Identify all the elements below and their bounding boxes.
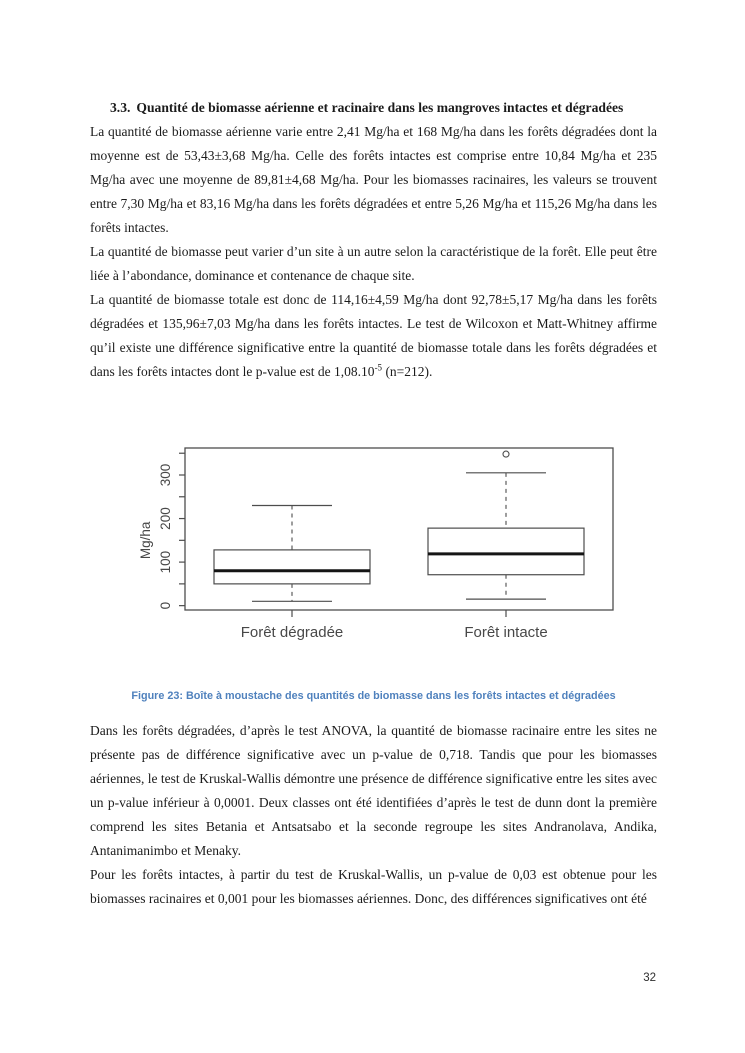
y-tick-label: 0 — [158, 601, 173, 610]
iqr-box — [428, 528, 584, 575]
paragraph-anova-degraded: Dans les forêts dégradées, d’après le test ANOVA, la quantité de biomasse racinaire entre les sites ne présente pas de différence significative avec un p-value de 0,718. Tandis que pour les biomasses aériennes, le test de Kruskal-Wallis démontre une présence de différence significative entre les sites avec un p-value inférieur à 0,0001. Deux classes ont été identifiées d’après le test de dunn dont la première comprend les sites Betania et Antsatsabo et la seconde regroupe les sites Andranolava, Andika, Antanimanimbo et Menaky. — [90, 723, 657, 858]
y-tick-label: 300 — [158, 463, 173, 487]
section-heading — [90, 96, 657, 120]
iqr-box — [214, 550, 370, 584]
pvalue-exponent: -5 — [374, 362, 383, 373]
section-title: Quantité de biomasse aérienne et racinaire dans les mangroves intactes et dégradées — [136, 100, 624, 115]
paragraph-total-biomass-tail: (n=212). — [382, 364, 433, 379]
boxplot-svg — [137, 438, 618, 643]
paragraph-site-variation: La quantité de biomasse peut varier d’un site à un autre selon la caractéristique de la forêt. Elle peut être liée à l’abondance, dominance et contenance de chaque site. — [90, 244, 657, 283]
y-tick-label: 100 — [158, 550, 173, 574]
paragraph-biomass-ranges: La quantité de biomasse aérienne varie entre 2,41 Mg/ha et 168 Mg/ha dans les forêts dégradées dont la moyenne est de 53,43±3,68 Mg/ha. Celle des forêts intactes est comprise entre 10,84 Mg/ha et 235 Mg/ha avec une moyenne de 89,81±4,68 Mg/ha. Pour les biomasses racinaires, les valeurs se trouvent entre 7,30 Mg/ha et 83,16 Mg/ha dans les forêts dégradées et entre 5,26 Mg/ha et 115,26 Mg/ha dans les forêts intactes. — [90, 124, 657, 235]
figure-caption: Figure 23: Boîte à moustache des quantités de biomasse dans les forêts intactes et dégradées — [131, 690, 616, 702]
paragraph-kruskal-intact: Pour les forêts intactes, à partir du test de Kruskal-Wallis, un p-value de 0,03 est obtenue pour les biomasses racinaires et 0,001 pour les biomasses aériennes. Donc, des différences significatives ont été — [90, 867, 657, 906]
y-axis-label: Mg/ha — [138, 521, 153, 560]
boxplot-figure — [90, 438, 657, 704]
paragraph-total-biomass — [90, 288, 657, 384]
y-tick-label: 200 — [158, 507, 173, 530]
paragraph-total-biomass-text: La quantité de biomasse totale est donc de 114,16±4,59 Mg/ha dont 92,78±5,17 Mg/ha dans les forêts dégradées et 135,96±7,03 Mg/ha dans les forêts intactes. Le test de Wilcoxon et Matt-Whitney affirme qu’il existe une différence significative entre la quantité de biomasse totale dans les forêts dégradées et dans les forêts intactes dont le p-value est de 1,08.10 — [90, 292, 657, 379]
x-category-label: Forêt dégradée — [240, 624, 344, 641]
page-number: 32 — [643, 972, 656, 984]
boxplot-chart — [137, 438, 618, 643]
outlier-point — [503, 451, 509, 457]
section-number: 3.3. — [110, 100, 131, 115]
x-category-label: Forêt intacte — [464, 624, 548, 641]
